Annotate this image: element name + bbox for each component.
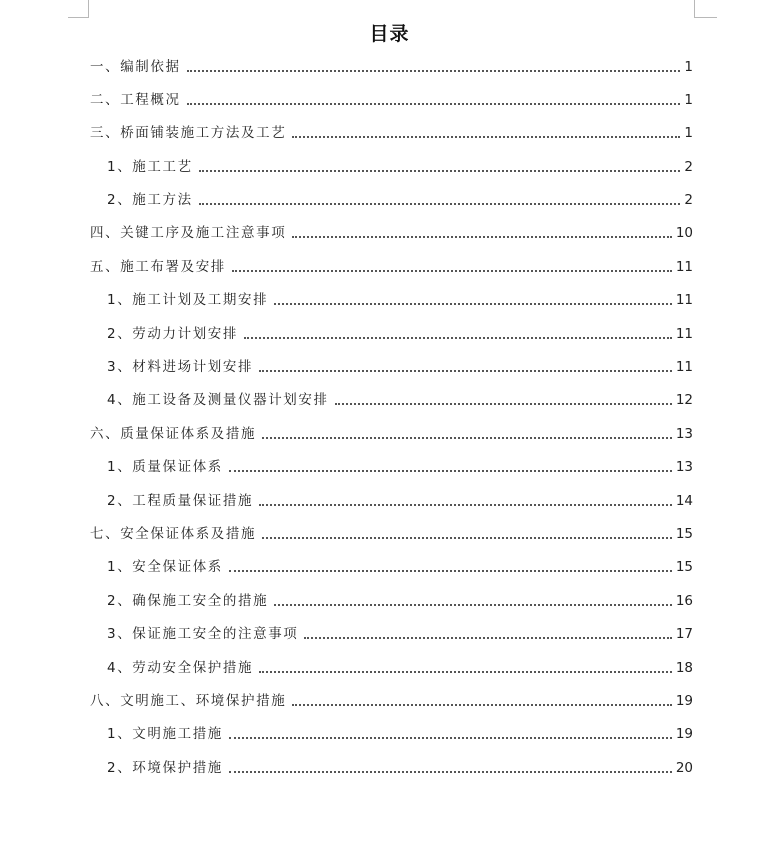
toc-entry-page: 14 — [675, 493, 693, 509]
toc-entry[interactable] — [90, 523, 693, 543]
toc-entry-page: 11 — [675, 326, 693, 342]
toc-entry-label: 二、工程概况 — [90, 92, 181, 108]
toc-leader-dots — [199, 170, 681, 172]
toc-entry-page: 18 — [675, 660, 693, 676]
toc-entry[interactable] — [107, 356, 693, 376]
toc-entry-page: 2 — [684, 192, 693, 208]
toc-entry[interactable] — [90, 122, 693, 142]
toc-entry[interactable] — [90, 222, 693, 242]
toc-entry[interactable] — [107, 556, 693, 576]
toc-entry-label: 六、质量保证体系及措施 — [90, 426, 257, 442]
toc-entry[interactable] — [90, 89, 693, 109]
toc-entry-label: 4、劳动安全保护措施 — [107, 660, 254, 676]
toc-entry-label: 1、施工工艺 — [107, 159, 193, 175]
toc-leader-dots — [274, 604, 672, 606]
toc-leader-dots — [335, 403, 672, 405]
toc-leader-dots — [187, 103, 681, 105]
toc-leader-dots — [244, 337, 672, 339]
toc-entry[interactable] — [107, 323, 693, 343]
toc-entry-page: 19 — [675, 693, 693, 709]
toc-leader-dots — [232, 270, 672, 272]
toc-entry-page: 11 — [675, 359, 693, 375]
toc-entry-label: 1、质量保证体系 — [107, 459, 223, 475]
toc-entry-label: 八、文明施工、环境保护措施 — [90, 693, 287, 709]
page-title: 目录 — [369, 23, 410, 45]
toc-leader-dots — [259, 671, 672, 673]
toc-leader-dots — [229, 570, 672, 572]
toc-entry-page: 17 — [675, 626, 693, 642]
toc-entry-label: 3、材料进场计划安排 — [107, 359, 254, 375]
toc-entry-page: 10 — [675, 225, 693, 241]
toc-leader-dots — [229, 737, 672, 739]
toc-entry[interactable] — [90, 56, 693, 76]
toc-entry[interactable] — [90, 690, 693, 710]
toc-entry-label: 2、劳动力计划安排 — [107, 326, 238, 342]
toc-entry-page: 16 — [675, 593, 693, 609]
toc-entry-page: 12 — [675, 392, 693, 408]
toc-entry[interactable] — [107, 189, 693, 209]
toc-entry-label: 2、确保施工安全的措施 — [107, 593, 269, 609]
toc-entry-label: 2、施工方法 — [107, 192, 193, 208]
toc-leader-dots — [262, 437, 672, 439]
toc-entry[interactable] — [107, 657, 693, 677]
toc-leader-dots — [187, 70, 681, 72]
toc-entry-page: 19 — [675, 726, 693, 742]
toc-leader-dots — [292, 704, 672, 706]
toc-entry-label: 七、安全保证体系及措施 — [90, 526, 257, 542]
toc-entry-page: 20 — [675, 760, 693, 776]
toc-leader-dots — [199, 203, 681, 205]
toc-entry-page: 15 — [675, 559, 693, 575]
toc-entry-page: 1 — [684, 92, 693, 108]
toc-entry[interactable] — [90, 423, 693, 443]
toc-leader-dots — [229, 771, 672, 773]
toc-entry-label: 一、编制依据 — [90, 59, 181, 75]
toc-entry-label: 1、文明施工措施 — [107, 726, 223, 742]
toc-entry[interactable] — [107, 289, 693, 309]
toc-leader-dots — [262, 537, 672, 539]
toc-leader-dots — [259, 370, 672, 372]
toc-entry-page: 13 — [675, 426, 693, 442]
toc-leader-dots — [229, 470, 672, 472]
toc-entry-label: 五、施工布署及安排 — [90, 259, 226, 275]
toc-entry-page: 1 — [684, 125, 693, 141]
toc-entry-page: 11 — [675, 292, 693, 308]
toc-leader-dots — [292, 136, 680, 138]
toc-entry-label: 1、施工计划及工期安排 — [107, 292, 269, 308]
toc-entry-label: 1、安全保证体系 — [107, 559, 223, 575]
toc-entry[interactable] — [107, 456, 693, 476]
toc-entry[interactable] — [107, 156, 693, 176]
toc-leader-dots — [259, 504, 672, 506]
toc-entry-page: 11 — [675, 259, 693, 275]
toc-entry-label: 3、保证施工安全的注意事项 — [107, 626, 299, 642]
toc-entry-page: 2 — [684, 159, 693, 175]
toc-leader-dots — [274, 303, 672, 305]
toc-leader-dots — [304, 637, 671, 639]
toc-entry[interactable] — [107, 723, 693, 743]
toc-entry-label: 2、工程质量保证措施 — [107, 493, 254, 509]
toc-entry-label: 四、关键工序及施工注意事项 — [90, 225, 287, 241]
toc-entry-page: 13 — [675, 459, 693, 475]
toc-entry-label: 2、环境保护措施 — [107, 760, 223, 776]
toc-leader-dots — [292, 236, 672, 238]
toc-entry-page: 1 — [684, 59, 693, 75]
toc-entry[interactable] — [107, 623, 693, 643]
toc-entry[interactable] — [107, 389, 693, 409]
toc-entry-label: 三、桥面铺装施工方法及工艺 — [90, 125, 287, 141]
toc-entry-page: 15 — [675, 526, 693, 542]
toc-entry-label: 4、施工设备及测量仪器计划安排 — [107, 392, 329, 408]
toc-entry[interactable] — [107, 757, 693, 777]
toc-entry[interactable] — [90, 256, 693, 276]
toc-entry[interactable] — [107, 490, 693, 510]
toc-entry[interactable] — [107, 590, 693, 610]
